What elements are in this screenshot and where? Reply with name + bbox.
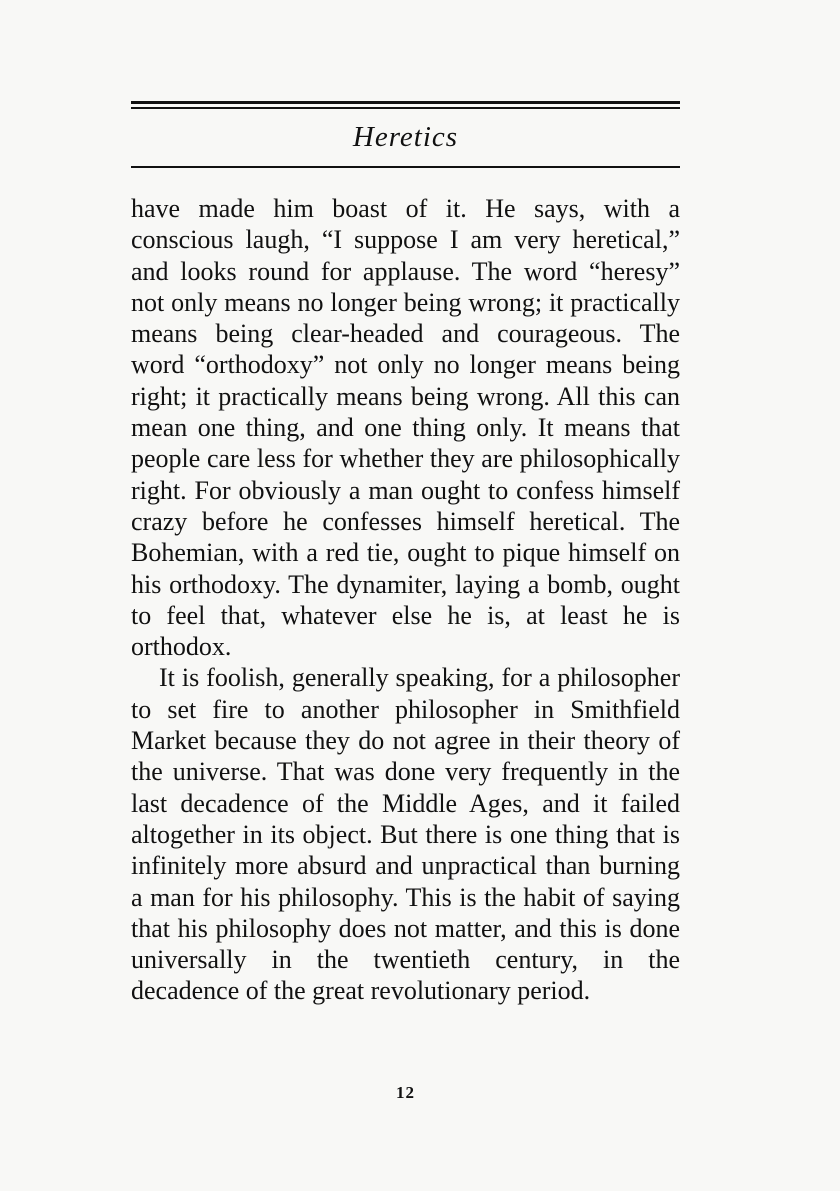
paragraph: It is foolish, generally speaking, for a philosopher to set fire to another philosopher in Smithfield Market because they do not agree in their theory of the universe. That was done very frequently in the last decadence of the Middle Ages, and it failed altogether in its object. But there is one thing that is infinitely more absurd and unpractical than burning a man for his philosophy. This is the habit of saying that his philosophy does not matter, and this is done universally in the twentieth century, in the decadence of the great revolutionary period. [131,663,680,1006]
header-rule-bottom [131,166,680,168]
running-title: Heretics [352,121,459,153]
header-rule-top-thin [131,107,680,109]
paragraph-continued: have made him boast of it. He says, with a conscious laugh, “I suppose I am very heretical,” and looks round for applause. The word “heresy” not only means no longer being wrong; it practically means being clear-headed and courageous. The word “orthodoxy” not only no longer means being right; it practically means being wrong. All this can mean one thing, and one thing only. It means that people care less for whether they are philosophically right. For obviously a man ought to confess himself crazy before he confesses himself heretical. The Bohemian, with a red tie, ought to pique himself on his orthodoxy. The dynamiter, laying a bomb, ought to feel that, whatever else he is, at least he is orthodox. [131,194,680,662]
body-text [131,193,680,1007]
page-number: 12 [396,1083,415,1102]
header-rule-top [131,101,680,104]
